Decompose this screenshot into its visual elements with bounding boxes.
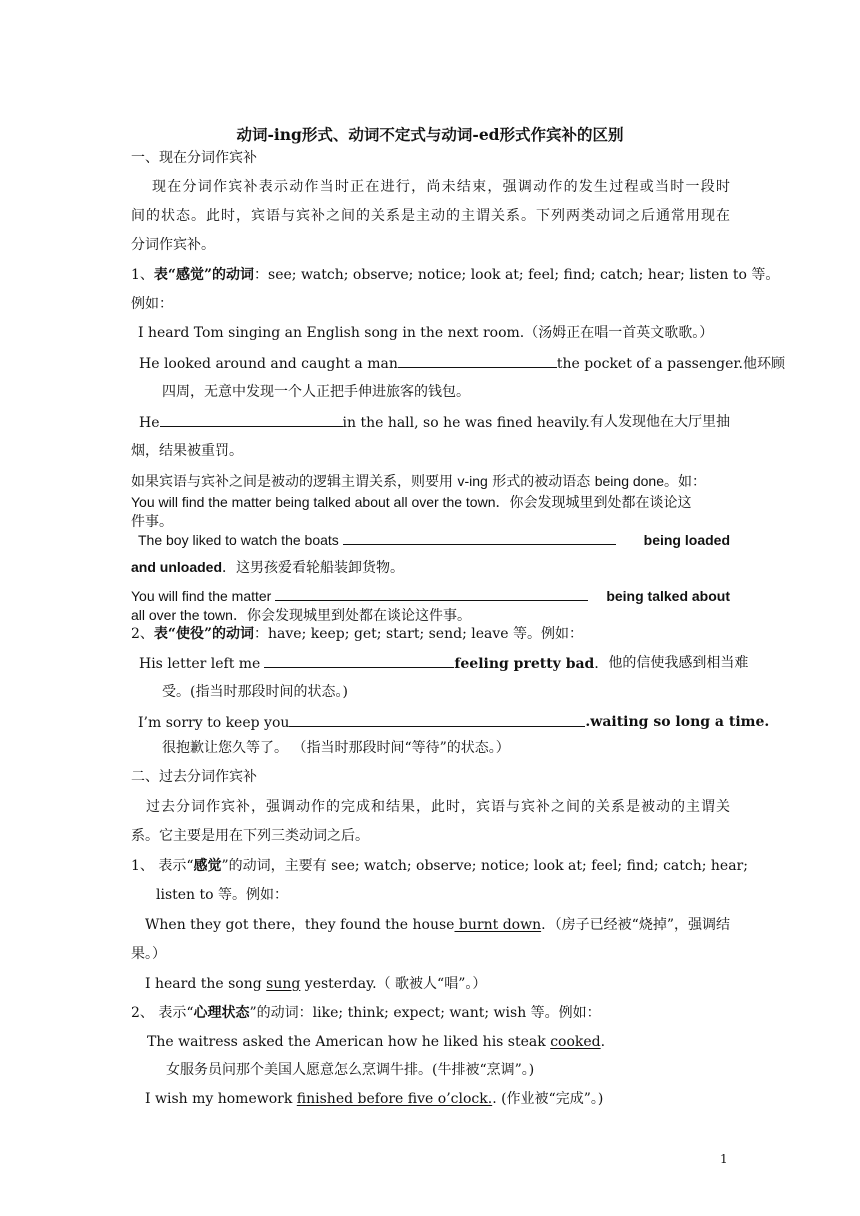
example-sentence: The boy liked to watch the boats being loaded: [138, 532, 730, 548]
example-sentence: You will find the matter being talked about: [131, 588, 730, 604]
page-title: 动词-ing形式、动词不定式与动词-ed形式作宾补的区别: [236, 125, 624, 144]
example-sentence: He looked around and caught a man the pocket of a passenger.他环顾: [139, 353, 785, 374]
example-sentence: He in the hall, so he was fined heavily. 有人发现他在大厅里抽: [139, 414, 730, 431]
passive-note: 件事。: [131, 514, 173, 530]
example-translation: 四周，无意中发现一个人正把手伸进旅客的钱包。: [162, 384, 470, 400]
example-translation: 果。）: [131, 946, 166, 962]
passive-note: 如果宾语与宾补之间是被动的逻辑主谓关系，则要用 v-ing 形式的被动语态 being done。如：: [131, 473, 707, 490]
item-1-example-label: 例如：: [131, 296, 173, 312]
example-sentence: and unloaded．这男孩爱看轮船装卸货物。: [131, 559, 404, 576]
example-sentence: I heard Tom singing an English song in the next room.（汤姆正在唱一首英文歌歌。）: [138, 325, 714, 341]
example-translation: 女服务员问那个美国人愿意怎么烹调牛排。(牛排被“烹调”。): [166, 1062, 535, 1078]
example-sentence: I heard the song sung yesterday.（ 歌被人“唱”。）: [145, 976, 487, 992]
section-1-intro-line-2: 间的状态。此时，宾语与宾补之间的关系是主动的主谓关系。下列两类动词之后通常用现在: [131, 208, 730, 224]
example-sentence: His letter left me feeling pretty bad． 他的信使我感到相当难: [139, 655, 749, 672]
example-sentence: all over the town．你会发现城里到处都在谈论这件事。: [131, 607, 471, 624]
example-sentence: When they got there，they found the house burnt down. （房子已经被“烧掉”，强调结: [145, 917, 730, 933]
passive-note: You will find the matter being talked about all over the town．你会发现城里到处都在谈论这: [131, 494, 692, 511]
example-sentence: I wish my homework finished before five o’clock.. (作业被“完成”。): [145, 1091, 604, 1107]
item-2-heading: 2、表“使役”的动词：have; keep; get; start; send; leave 等。例如：: [131, 626, 583, 642]
section-1-intro-line-1: 现在分词作宾补表示动作当时正在进行，尚未结束，强调动作的发生过程或当时一段时: [152, 179, 730, 195]
section-1-heading: 一、现在分词作宾补: [131, 150, 257, 166]
item-2-heading: 2、 表示“心理状态”的动词：like; think; expect; want; wish 等。例如：: [131, 1005, 601, 1021]
example-translation: 很抱歉让您久等了。 （指当时那段时间“等待”的状态。）: [162, 740, 510, 756]
example-sentence: The waitress asked the American how he liked his steak cooked.: [147, 1034, 606, 1050]
item-1-heading-cont: listen to 等。例如：: [156, 887, 289, 903]
page-number: 1: [720, 1152, 728, 1166]
item-1-heading: 1、 表示“感觉”的动词，主要有 see; watch; observe; notice; look at; feel; find; catch; hear;: [131, 858, 748, 874]
example-translation: 烟，结果被重罚。: [131, 443, 243, 459]
section-2-intro-line-2: 系。它主要是用在下列三类动词之后。: [131, 828, 369, 844]
section-2-intro-line-1: 过去分词作宾补，强调动作的完成和结果，此时，宾语与宾补之间的关系是被动的主谓关: [146, 799, 730, 815]
example-translation: 受。(指当时那段时间的状态。): [162, 684, 348, 700]
section-1-intro-line-3: 分词作宾补。: [131, 237, 215, 253]
section-2-heading: 二、过去分词作宾补: [131, 769, 257, 785]
example-sentence: I’m sorry to keep you .waiting so long a time.: [138, 714, 770, 731]
item-1-heading: 1、表“感觉”的动词：see; watch; observe; notice; look at; feel; find; catch; hear; listen to 等。: [131, 267, 780, 283]
